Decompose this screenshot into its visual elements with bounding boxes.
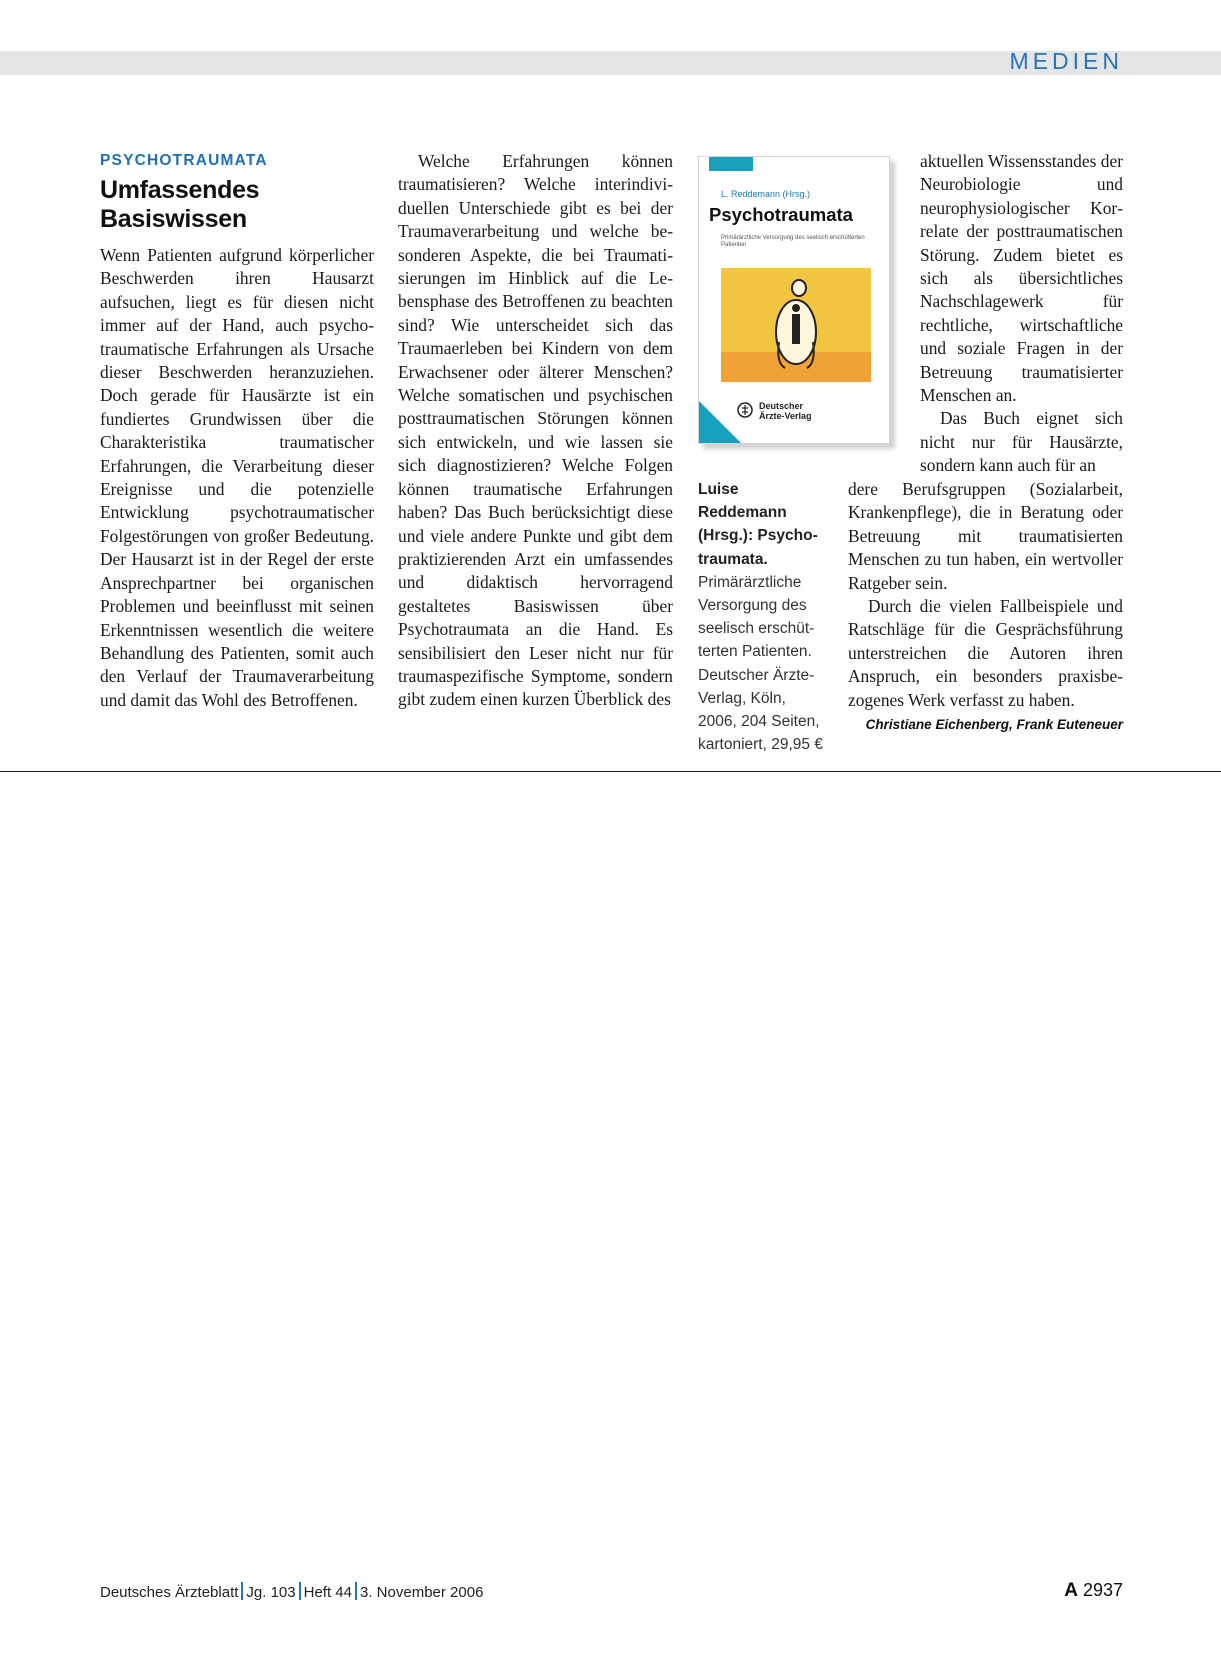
footer-date: 3. November 2006 [360, 1584, 484, 1601]
column-1-text: Wenn Patienten aufgrund körperlicher Beschwerden ihren Hausarzt aufsuchen, liegt es für diesen nicht immer auf der Hand, auch psychotraumatische Erfahrungen als Ursache dieser Beschwerden heranzuziehen. Doch gerade für Hausärzte ist ein fundiertes Grundwissen über die Charakteristika traumatischer Erfahrungen, die Verarbeitung dieser Ereignisse und die potenzielle Entwicklung psychotraumatischer Folgestörungen von großer Bedeutung. Der Hausarzt ist in der Regel der erste Ansprechpartner bei organischen Problemen und beeinflusst mit seinen Erkenntnissen wesentlich die weitere Behandlung des Patienten, somit auch den Verlauf der Traumaverarbeitung und damit das Wohl des Betroffenen. [100, 245, 374, 710]
cover-publisher-line-1: Deutscher [759, 401, 804, 411]
caption-title: Luise Reddemann (Hrsg.): Psychotraumata. [698, 481, 818, 568]
footer-separator [299, 1582, 301, 1600]
article-column-3-bottom [848, 478, 1123, 712]
cover-editor: L. Reddemann (Hrsg.) [721, 189, 811, 199]
footer-separator [355, 1582, 357, 1600]
article-headline [100, 176, 360, 234]
article-column-1 [100, 244, 374, 712]
cover-publisher-line-2: Ärzte-Verlag [759, 411, 812, 421]
column-3-paragraph-1: aktuellen Wissensstandes der Neurobiologie und neurophysiologischer Korrelate der posttraumatischen Störung. Zudem bietet es sich als übersichtliches Nachschlagewerk für rechtliche, wirtschaftliche und soziale Fragen in der Betreuung traumatisierter Menschen an. [920, 151, 1123, 406]
footer-journal: Deutsches Ärzteblatt [100, 1584, 239, 1601]
page-number-value: 2937 [1082, 1580, 1123, 1600]
page-number [1064, 1580, 1123, 1602]
book-cover-image [698, 156, 890, 444]
column-3-paragraph-3: Durch die vielen Fallbeispiele und Ratschläge für die Gesprächsführung unterstreichen die Autoren ihren Anspruch, ein besonders praxisbezogenes Werk verfasst zu haben. [848, 596, 1123, 710]
page-prefix: A [1064, 1580, 1078, 1601]
cover-publisher [759, 401, 812, 421]
cover-corner-triangle [699, 401, 741, 443]
column-3-paragraph-2-start: Das Buch eignet sich nicht nur für Hausärzte, sondern kann auch für an [920, 408, 1123, 476]
section-divider [0, 771, 1221, 772]
footer-separator [241, 1582, 243, 1600]
headline-line-2: Basiswissen [100, 205, 247, 233]
column-3-paragraph-2-end: dere Berufsgruppen (Sozialarbeit, Krankenpflege), die in Beratung oder Betreuung mit traumatisierten Menschen zu tun haben, ein wertvoller Ratgeber sein. [848, 479, 1123, 593]
column-2-text: Welche Erfahrungen können traumatisieren? Welche interindividuellen Unterschiede gibt es bei der Traumaverarbeitung und welche besonderen Aspekte, die bei Traumatisierungen im Hinblick auf die Lebensphase des Betroffenen zu beachten sind? Wie unterscheidet sich das Traumaerleben bei Kindern von dem Erwachsener oder älterer Menschen? Welche somatischen und psychischen posttraumatischen Störungen können sich entwickeln, und wie lassen sie sich diagnostizieren? Welche Folgen können traumatische Erfahrungen haben? Das Buch berücksichtigt diese und viele andere Punkte und gibt dem praktizierenden Arzt ein umfassendes und didaktisch hervorragend gestaltetes Basiswissen über Psychotraumata an die Hand. Es sensibilisiert den Leser nicht nur für traumaspezifische Symptome, sondern gibt zudem einen kurzen Überblick des [398, 151, 673, 710]
article-column-2 [398, 150, 673, 712]
cover-subtitle: Primärärztliche Versorgung des seelisch erschütterten Patienten [721, 235, 865, 248]
article-column-3-top [920, 150, 1123, 478]
footer-issue: Heft 44 [303, 1584, 352, 1601]
book-caption [698, 478, 828, 756]
footer-volume: Jg. 103 [246, 1584, 296, 1601]
article-kicker: PSYCHOTRAUMATA [100, 152, 268, 169]
cover-accent-tab [709, 157, 753, 171]
author-signature: Christiane Eichenberg, Frank Euteneuer [865, 717, 1123, 732]
caption-details: Primärärztliche Versorgung des seelisch erschütterten Patienten. Deutscher Ärzte-Verlag, Köln, 2006, 204 Seiten, kartoniert, 29,95 € [698, 573, 823, 754]
cover-title: Psychotraumata [709, 204, 853, 225]
section-label: MEDIEN [1009, 48, 1123, 74]
page-footer [100, 1582, 483, 1601]
headline-line-1: Umfassendes [100, 176, 260, 204]
cover-illustration [721, 268, 871, 382]
